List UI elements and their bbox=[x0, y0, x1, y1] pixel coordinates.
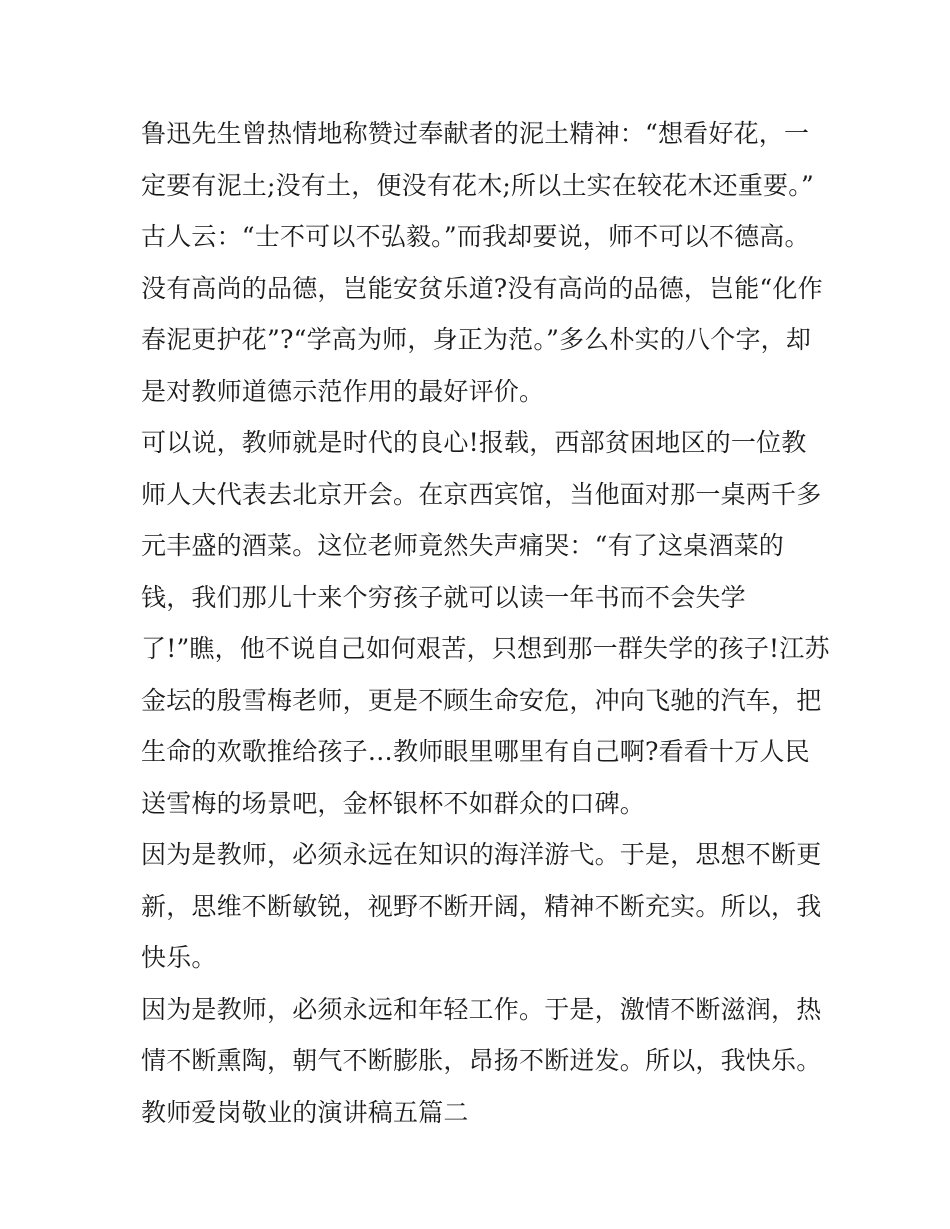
text-line: 可以说，教师就是时代的良心!报载，西部贫困地区的一位教 bbox=[141, 428, 807, 457]
text-line: 钱，我们那儿十来个穷孩子就可以读一年书而不会失学 bbox=[141, 582, 746, 612]
text-line: 古人云：“士不可以不弘毅。”而我却要说，师不可以不德高。 bbox=[141, 222, 810, 251]
text-line: 新，思维不断敏锐，视野不断开阔，精神不断充实。所以，我 bbox=[141, 891, 822, 921]
text-line: 是对教师道德示范作用的最好评价。 bbox=[141, 376, 545, 406]
text-line: 因为是教师，必须永远和年轻工作。于是，激情不断滋润，热 bbox=[141, 994, 822, 1024]
section-heading: 教师爱岗敬业的演讲稿五篇二 bbox=[141, 1097, 469, 1127]
text-line: 因为是教师，必须永远在知识的海洋游弋。于是，思想不断更 bbox=[141, 840, 822, 869]
text-line: 鲁迅先生曾热情地称赞过奉献者的泥土精神：“想看好花，一 bbox=[141, 119, 810, 148]
text-line: 快乐。 bbox=[141, 943, 217, 972]
text-line: 了!”瞧，他不说自己如何艰苦，只想到那一群失学的孩子!江苏 bbox=[141, 634, 830, 663]
text-line: 春泥更护花”?“学高为师，身正为范。”多么朴实的八个字，却 bbox=[141, 325, 812, 354]
text-line: 定要有泥土;没有土，便没有花木;所以土实在较花木还重要。” bbox=[141, 170, 814, 200]
text-line: 没有高尚的品德，岂能安贫乐道?没有高尚的品德，岂能“化作 bbox=[141, 273, 823, 303]
body-text bbox=[141, 108, 830, 1138]
text-line: 师人大代表去北京开会。在京西宾馆，当他面对那一桌两千多 bbox=[141, 479, 822, 509]
text-line: 金坛的殷雪梅老师，更是不顾生命安危，冲向飞驰的汽车，把 bbox=[141, 685, 822, 715]
text-line: 生命的欢歌推给孩子…教师眼里哪里有自己啊?看看十万人民 bbox=[141, 737, 810, 766]
text-line: 送雪梅的场景吧，金杯银杯不如群众的口碑。 bbox=[141, 788, 646, 818]
text-line: 情不断熏陶，朝气不断膨胀，昂扬不断迸发。所以，我快乐。 bbox=[141, 1046, 822, 1075]
text-line: 元丰盛的酒菜。这位老师竟然失声痛哭：“有了这桌酒菜的 bbox=[141, 531, 784, 560]
